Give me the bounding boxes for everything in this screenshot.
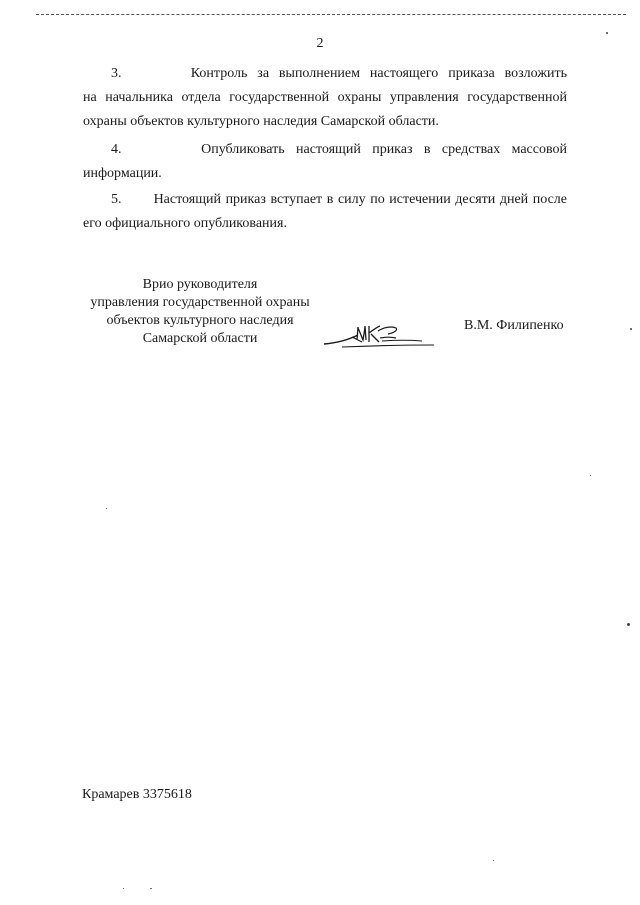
scan-speck: [627, 623, 630, 626]
scan-speck: [106, 508, 107, 509]
paragraph-item-5: [83, 188, 567, 236]
scan-speck: [606, 32, 608, 34]
position-line: Врио руководителя: [142, 277, 258, 292]
signer-name: В.М. Филипенко: [464, 318, 564, 333]
top-dashed-rule: [36, 14, 626, 15]
paragraph-line: охраны объектов культурного наследия Самарской области.: [83, 114, 439, 129]
position-line: Самарской области: [142, 331, 258, 346]
position-line: объектов культурного наследия: [106, 313, 294, 328]
scan-speck: [493, 860, 494, 861]
paragraph-line: на начальника отдела государственной охраны управления государственной: [83, 90, 567, 105]
paragraph-item-3: [83, 62, 567, 134]
paragraph-line: его официального опубликования.: [83, 216, 287, 231]
paragraph-line: 5. Настоящий приказ вступает в силу по истечении десяти дней после: [111, 192, 567, 207]
scan-speck: [150, 888, 152, 889]
handwritten-signature: [322, 318, 438, 354]
position-line: управления государственной охраны: [90, 295, 310, 310]
paragraph-line: 3. Контроль за выполнением настоящего приказа возложить: [111, 66, 567, 81]
paragraph-item-4: [83, 138, 567, 186]
signatory-position: [80, 276, 320, 348]
executor-contact: Крамарев 3375618: [82, 787, 192, 802]
paragraph-line: 4. Опубликовать настоящий приказ в средствах массовой: [111, 142, 567, 157]
page-number: 2: [316, 36, 324, 51]
scan-speck: [590, 475, 591, 476]
scan-speck: [123, 888, 124, 889]
scan-speck: [630, 328, 632, 330]
paragraph-line: информации.: [83, 166, 162, 181]
